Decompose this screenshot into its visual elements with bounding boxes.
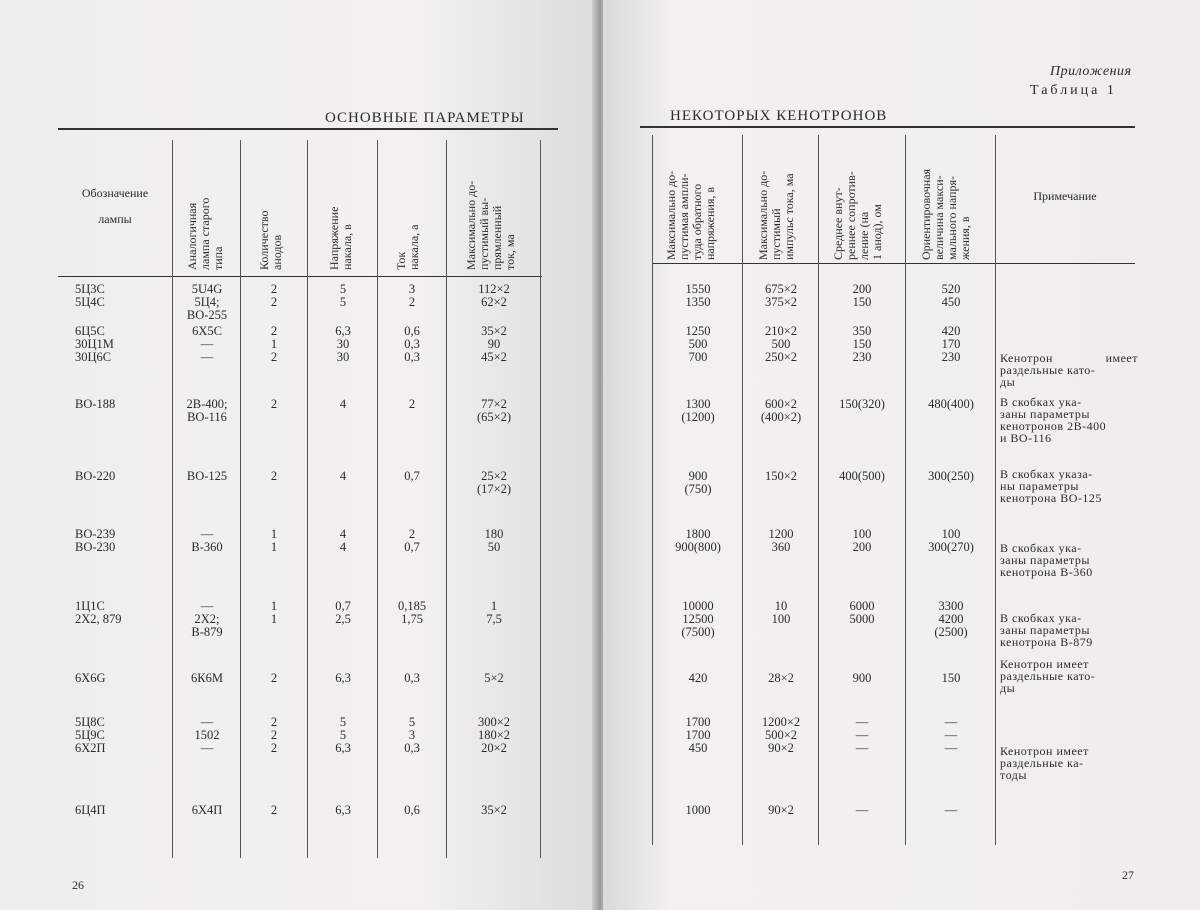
cell-max-reverse: 1000 <box>685 803 711 817</box>
cell-max-reverse: 10000 12500 (7500) <box>681 599 715 639</box>
cell-resistance: 200 150 <box>852 282 872 309</box>
header-fil-voltage: Напряжение накала, в <box>327 206 354 270</box>
cell-designation: 6Ц5С 30Ц1М 30Ц6С <box>75 324 114 364</box>
cell-max-reverse: 900 (750) <box>684 469 712 496</box>
cell-fil-voltage: 5 5 <box>339 282 347 309</box>
cell-designation: ВО-239 ВО-230 <box>75 527 116 554</box>
cell-analog: ВО-125 <box>186 469 228 483</box>
cell-max-pulse: 675×2 375×2 <box>764 282 798 309</box>
cell-anodes: 2 <box>270 671 278 685</box>
cell-designation: 5Ц8С 5Ц9С 6X2П <box>75 715 106 755</box>
cell-fil-voltage: 0,7 2,5 <box>335 599 351 626</box>
col-rule <box>540 140 541 858</box>
cell-max-current: 77×2 (65×2) <box>476 397 512 424</box>
cell-anodes: 1 1 <box>270 527 278 554</box>
cell-max-voltage: 150 <box>941 671 961 685</box>
cell-max-current: 35×2 90 45×2 <box>481 324 507 364</box>
cell-max-pulse: 90×2 <box>768 803 794 817</box>
cell-note: В скобках указа- ны параметры кенотрона ВО-125 <box>1000 467 1102 505</box>
cell-fil-current: 0,7 <box>404 469 420 483</box>
cell-max-current: 5×2 <box>484 671 504 685</box>
cell-fil-current: 3 2 <box>408 282 416 309</box>
cell-max-current: 180 50 <box>484 527 504 554</box>
cell-analog: 6X5C — — <box>192 324 222 364</box>
cell-max-current: 300×2 180×2 20×2 <box>477 715 511 755</box>
cell-max-current: 112×2 62×2 <box>478 282 510 309</box>
cell-note: В скобках ука- заны параметры кенотрона В-879 <box>1000 611 1093 649</box>
col-rule <box>742 135 743 845</box>
cell-fil-current: 0,6 0,3 0,3 <box>404 324 420 364</box>
cell-anodes: 2 2 <box>270 282 278 309</box>
cell-max-voltage: 100 300(270) <box>928 527 974 554</box>
cell-anodes: 1 1 <box>270 599 278 626</box>
header-note: Примечание <box>1033 189 1097 203</box>
header-analog: Аналогичная лампа старого типа <box>185 197 225 270</box>
appendix-label: Приложения <box>1050 64 1132 79</box>
table-top-rule-right <box>640 126 1135 128</box>
table-label: Таблица 1 <box>1030 83 1117 98</box>
cell-fil-current: 2 <box>408 397 416 411</box>
col-rule <box>172 140 173 858</box>
cell-analog: — 2X2; В-879 <box>191 599 223 639</box>
cell-max-voltage: — — — <box>944 715 958 755</box>
cell-anodes: 2 <box>270 803 278 817</box>
cell-note: Кенотрон имеет раздельные ка- тоды <box>1000 744 1089 782</box>
cell-resistance: 6000 5000 <box>849 599 875 626</box>
cell-resistance: 100 200 <box>852 527 872 554</box>
cell-designation: 6X6G <box>75 671 106 685</box>
cell-note: Кенотрон имеет раздельные като- ды <box>1000 657 1096 695</box>
col-rule <box>818 135 819 845</box>
cell-max-reverse: 1550 1350 <box>685 282 711 309</box>
left-page <box>0 0 597 910</box>
cell-resistance: 150(320) <box>839 397 885 411</box>
cell-max-reverse: 1700 1700 450 <box>685 715 711 755</box>
cell-analog: 6К6М <box>191 671 223 685</box>
cell-max-pulse: 10 100 <box>771 599 791 626</box>
cell-resistance: 900 <box>852 671 872 685</box>
header-bottom-rule-right <box>652 263 1135 264</box>
cell-note: В скобках ука- заны параметры кенотронов 2В-400 и ВО-116 <box>1000 395 1107 445</box>
cell-max-reverse: 1300 (1200) <box>681 397 715 424</box>
cell-fil-voltage: 6,3 <box>335 803 351 817</box>
cell-fil-current: 2 0,7 <box>404 527 420 554</box>
cell-fil-voltage: 6,3 30 30 <box>335 324 351 364</box>
cell-fil-current: 0,185 1,75 <box>397 599 427 626</box>
cell-analog: 6X4П <box>191 803 223 817</box>
cell-max-voltage: 300(250) <box>928 469 974 483</box>
header-max-voltage: Ориентировочная величина макси- мального напря- жения, в <box>919 168 972 260</box>
caption-left: ОСНОВНЫЕ ПАРАМЕТРЫ <box>325 110 525 126</box>
page-number-left: 26 <box>72 878 84 892</box>
cell-max-pulse: 1200 360 <box>768 527 794 554</box>
cell-resistance: 350 150 230 <box>852 324 872 364</box>
header-max-current: Максимально до- пустимый вы- прямленный ток, ма <box>464 180 517 270</box>
cell-designation: ВО-220 <box>75 469 116 483</box>
cell-max-reverse: 1800 900(800) <box>675 527 721 554</box>
cell-designation: 5Ц3С 5Ц4С <box>75 282 105 309</box>
cell-max-pulse: 150×2 <box>764 469 798 483</box>
cell-resistance: 400(500) <box>839 469 885 483</box>
table-top-rule-left <box>58 128 558 130</box>
cell-max-voltage: — <box>944 803 958 817</box>
cell-resistance: — — — <box>855 715 869 755</box>
header-anodes: Количество анодов <box>257 210 284 270</box>
cell-max-voltage: 420 170 230 <box>941 324 961 364</box>
cell-max-voltage: 520 450 <box>941 282 961 309</box>
cell-max-voltage: 480(400) <box>928 397 974 411</box>
cell-max-pulse: 600×2 (400×2) <box>760 397 802 424</box>
col-rule <box>446 140 447 858</box>
cell-anodes: 2 1 2 <box>270 324 278 364</box>
cell-analog: 5U4G 5Ц4; ВО-255 <box>186 282 228 322</box>
cell-fil-current: 0,6 <box>404 803 420 817</box>
cell-note: Кенотрон имеет раздельные като- ды <box>1000 351 1138 389</box>
cell-max-pulse: 1200×2 500×2 90×2 <box>761 715 801 755</box>
cell-designation: 6Ц4П <box>75 803 106 817</box>
cell-fil-voltage: 4 <box>339 469 347 483</box>
header-max-reverse: Максимально до- пустимая ампли- туда обратного напряжения, в <box>664 170 717 260</box>
header-resistance: Среднее внут- реннее сопротив- ление (на 1 анод), ом <box>831 171 884 260</box>
cell-fil-voltage: 4 <box>339 397 347 411</box>
header-max-pulse: Максимально до- пустимый импульс тока, ма <box>756 170 796 260</box>
cell-analog: — 1502 — <box>194 715 220 755</box>
cell-analog: 2В-400; ВО-116 <box>186 397 228 424</box>
col-rule <box>905 135 906 845</box>
cell-fil-voltage: 5 5 6,3 <box>335 715 351 755</box>
cell-fil-voltage: 4 4 <box>339 527 347 554</box>
caption-right: НЕКОТОРЫХ КЕНОТРОНОВ <box>670 108 888 124</box>
cell-anodes: 2 <box>270 397 278 411</box>
cell-max-current: 1 7,5 <box>486 599 502 626</box>
col-rule <box>240 140 241 858</box>
col-rule <box>377 140 378 858</box>
cell-designation: ВО-188 <box>75 397 116 411</box>
cell-anodes: 2 <box>270 469 278 483</box>
cell-designation: 1Ц1С 2X2, 879 <box>75 599 122 626</box>
cell-max-reverse: 420 <box>688 671 708 685</box>
col-rule <box>652 135 653 845</box>
cell-fil-voltage: 6,3 <box>335 671 351 685</box>
cell-fil-current: 5 3 0,3 <box>404 715 420 755</box>
cell-max-pulse: 210×2 500 250×2 <box>764 324 798 364</box>
cell-max-current: 25×2 (17×2) <box>476 469 512 496</box>
cell-max-voltage: 3300 4200 (2500) <box>934 599 968 639</box>
cell-fil-current: 0,3 <box>404 671 420 685</box>
col-rule <box>995 135 996 845</box>
col-rule <box>307 140 308 858</box>
cell-max-reverse: 1250 500 700 <box>685 324 711 364</box>
cell-note: В скобках ука- заны параметры кенотрона В-360 <box>1000 541 1093 579</box>
header-fil-current: Ток накала, а <box>394 224 421 270</box>
cell-anodes: 2 2 2 <box>270 715 278 755</box>
page-number-right: 27 <box>1122 868 1134 882</box>
cell-max-current: 35×2 <box>481 803 507 817</box>
cell-analog: — В-360 <box>191 527 223 554</box>
cell-max-pulse: 28×2 <box>768 671 794 685</box>
header-designation: Обозначение лампы <box>81 186 149 226</box>
header-bottom-rule-left <box>58 276 542 277</box>
cell-resistance: — <box>855 803 869 817</box>
